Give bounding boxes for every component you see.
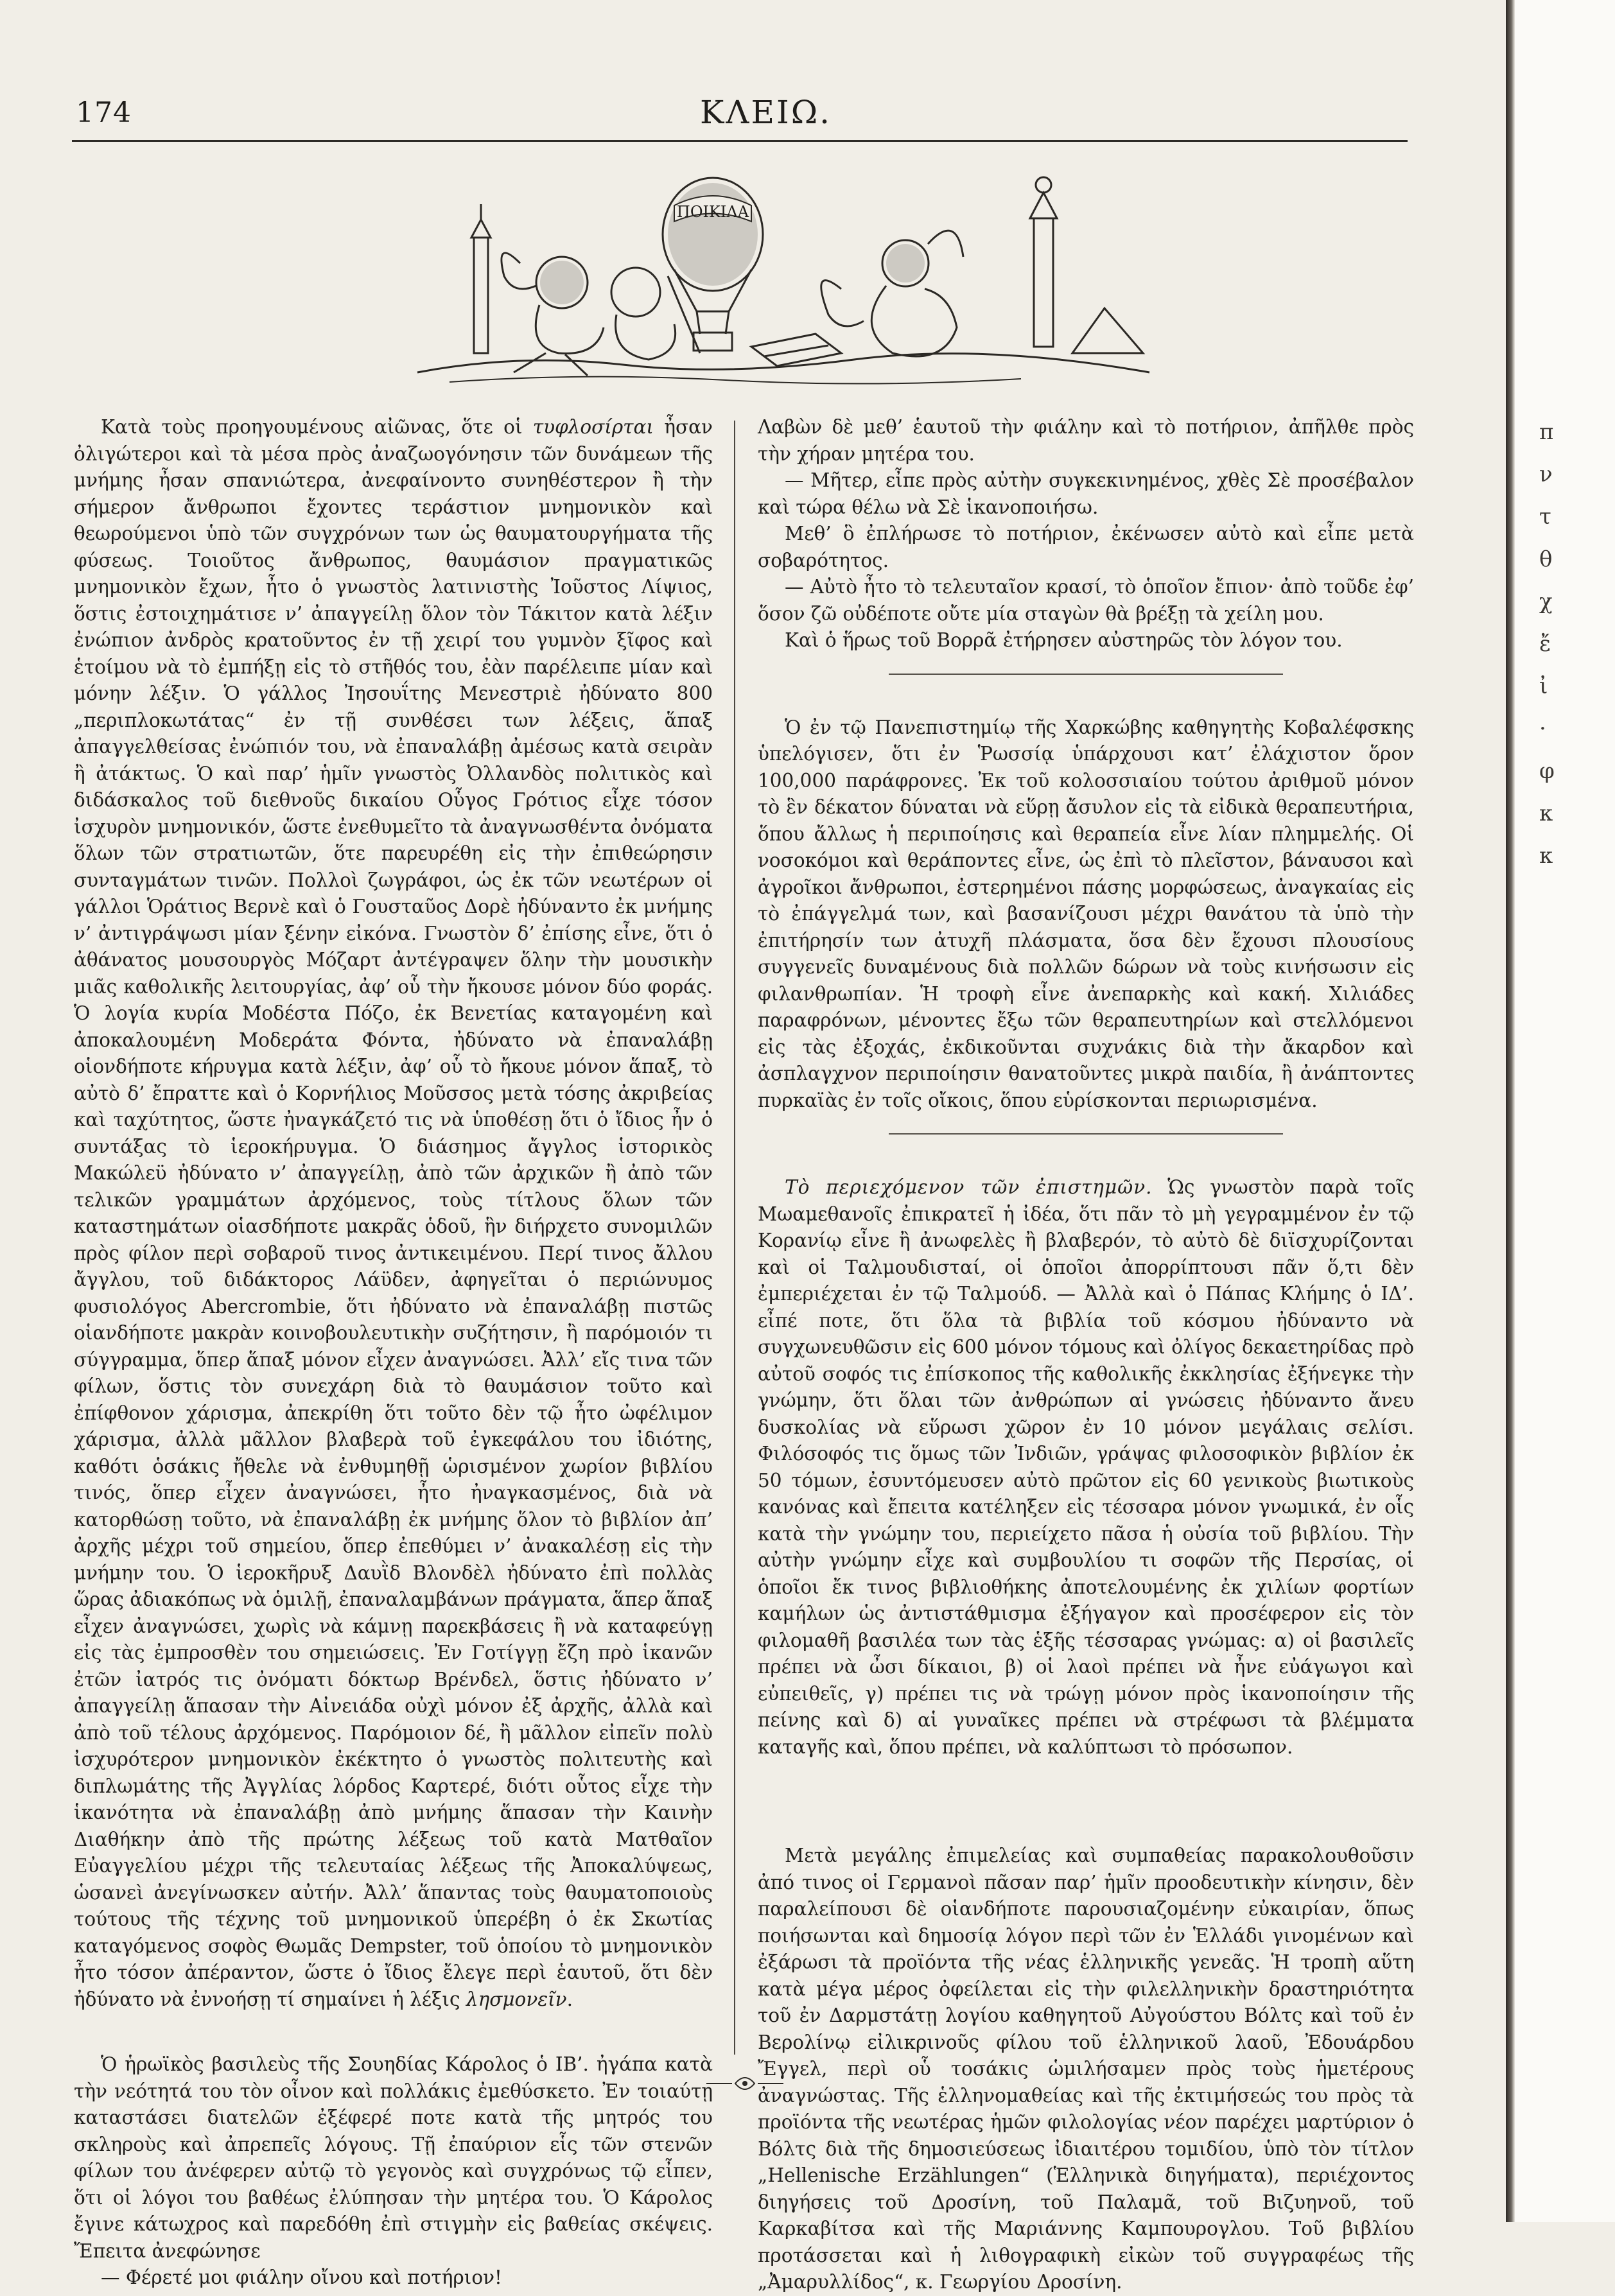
adjacent-page-letters: π ν τ θ χ ἔ ἰ · φ κ κ [1539,419,1555,869]
german-philhellenes-paragraph: Μετὰ μεγάλης ἐπιμελείας καὶ συμπαθείας παρακολουθοῦσιν ἀπό τινος οἱ Γερμανοὶ πᾶσαν παρ’ ἡμῖν προοδευτικὴν κίνησιν, δὲν παραλείπουσι δὲ οἱανδήποτε παρουσιαζομένην εὐκαιρίαν, ὅπως ποιήσωνται καὶ δημοσίᾳ λόγον περὶ τῶν ἐν Ἑλλάδι γινομένων καὶ ἐξάρωσι τὰ προϊόντα τῆς νέας ἑλληνικῆς γενεᾶς. Ἡ τροπὴ αὕτη κατὰ μέγα μέρος ὀφείλεται εἰς τὴν φιλελληνικὴν δραστηριότητα τοῦ ἐν Δαρμστάτῃ λογίου καθηγητοῦ Αὐγούστου Βόλτς καὶ τοῦ ἐν Βερολίνῳ εἰλικρινοῦς φίλου τοῦ ἑλληνικοῦ λαοῦ, Ἐδουάρδου Ἔγγελ, περὶ οὗ τοσάκις ὡμιλήσαμεν πρὸς τοὺς ἡμετέρους ἀναγνώστας. Τῆς ἑλληνομαθείας καὶ τῆς ἐκτιμήσεώς του πρὸς τὰ προϊόντα τῆς νεωτέρας ἡμῶν φιλολογίας νέον παρέχει μαρτύριον ὁ Βόλτς διὰ τῆς δημοσιεύσεως ἰδιαιτέρου τομιδίου, ὑπὸ τὸν τίτλον „Hellenische Erzählungen“ (Ἑλληνικὰ διηγήματα), περιέχοντος διηγήσεις τοῦ Δροσίνη, τοῦ Παλαμᾶ, τοῦ Βιζυηνοῦ, τοῦ Καρκαβίτσα καὶ τῆς Μαριάννης Καμπουρογλου. Τοῦ βιβλίου προτάσσεται καὶ ἡ λιθογραφικὴ εἰκὼν τοῦ συγγραφέως τῆς „Ἀμαρυλλίδος“, κ. Γεωργίου Δροσίνη. [758,1845,1414,2293]
column-divider [734,421,735,2055]
charles-xii-narration: Μεθ’ ὃ ἐπλήρωσε τὸ ποτήριον, ἐκένωσεν αὐτὸ καὶ εἶπε μετὰ σοβαρότητος. [758,523,1414,571]
page-number: 174 [76,96,132,129]
charles-xii-continuation: Λαβὼν δὲ μεθ’ ἑαυτοῦ τὴν φιάλην καὶ τὸ ποτήριον, ἀπῆλθε πρὸς τὴν χήραν μητέρα του. [758,416,1414,465]
text-run: Ὡς γνωστὸν παρὰ τοῖς Μωαμεθανοῖς ἐπικρατεῖ ἡ ἰδέα, ὅτι πᾶν τὸ μὴ γεγραμμένον ἐν τῷ Κορανίῳ εἶνε ἢ ἀνωφελὲς ἢ βλαβερόν, τὸ αὐτὸ δὲ διϊσχυρίζονται καὶ οἱ Ταλμουδισταί, οἱ ὁποῖοι ἀπορρίπτουσι πᾶν ὅ,τι δὲν ἐμπεριέχεται ἐν τῷ Ταλμούδ. — Ἀλλὰ καὶ ὁ Πάπας Κλήμης ὁ ΙΔ’. εἶπέ ποτε, ὅτι ὅλα τὰ βιβλία τοῦ κόσμου ἠδύναντο νὰ συγχωνευθῶσιν εἰς 600 μόνον τόμους καὶ ὀλίγος δεκαετηρίδας πρὸ αὐτοῦ σοφός τις ἐπίσκοπος τῆς καθολικῆς ἐκκλησίας ἐξήνεγκε τὴν γνώμην, ὅτι ὅλαι τῶν ἀνθρώπων αἱ γνώσεις ἠδύναντο ἄνευ δυσκολίας νὰ εὕρωσι χῶρον ἐν 10 μόνον μεγάλαις σελίσι. Φιλόσοφός τις ὅμως τῶν Ἰνδιῶν, γράψας φιλοσοφικὸν βιβλίον ἐκ 50 τόμων, ἐσυντόμευσεν αὐτὸ πρῶτον εἰς 60 γενικοὺς βιωτικοὺς κανόνας καὶ ἔπειτα κατέληξεν εἰς τέσσαρα μόνον γνωμικά, ἐν οἷς κατὰ τὴν γνώμην του, περιείχετο πᾶσα ἡ οὐσία τοῦ βιβλίου. Τὴν αὐτὴν γνώμην εἶχε καὶ συμβουλίου τι σοφῶν τῆς Περσίας, οἱ ὁποῖοι ἔκ τινος βιβλιοθήκης ἀποτελουμένης ἐκ χιλίων φορτίων καμήλων ὡς ἀντιστάθμισμα ἐξήγαγον καὶ προσέφερον εἰς τὸν φιλομαθῆ βασιλέα των τὰς ἑξῆς τέσσαρας γνώμας: α) οἱ βασιλεῖς πρέπει νὰ ὦσι δίκαιοι, β) οἱ λαοὶ πρέπει νὰ ἦνε εὐάγωγοι καὶ εὐπειθεῖς, γ) πρέπει τις νὰ τρώγῃ μόνον πρὸς ἱκανοποίησιν τῆς πείνης καὶ δ) αἱ γυναῖκες πρέπει νὰ στρέφωσι τὰ βλέμματα καταγῆς καὶ, ὅπου πρέπει, νὰ καλύπτωσι τὸ πρόσωπον. [758,1176,1414,1758]
memory-article-paragraph [74,414,713,2013]
sciences-content-paragraph [758,1174,1414,1761]
section-separator [889,674,1282,675]
italic-term: λησμονεῖν [466,1988,567,2010]
italic-term: τυφλοσίρται [532,416,654,438]
charles-xii-paragraph: Ὁ ἡρωϊκὸς βασιλεὺς τῆς Σουηδίας Κάρολος ὁ ΙΒ’. ἠγάπα κατὰ τὴν νεότητά του τὸν οἶνον καὶ πολλάκις ἐμεθύσκετο. Ἐν τοιαύτῃ καταστάσει διατελῶν ἐξέφερέ ποτε κατὰ τῆς μητρός του σκληροὺς καὶ ἀπρεπεῖς λόγους. Τῇ ἐπαύριον εἷς τῶν στενῶν φίλων του ἀνέφερεν αὐτῷ τὸ γεγονὸς καὶ συγχρόνως τῷ εἶπεν, ὅτι οἱ λόγοι του βαθέως ἐλύπησαν τὴν μητέρα του. Ὁ Κάρολος ἔγινε κάτωχρος καὶ παρεδόθη ἐπὶ στιγμὴν εἰς βαθείας σκέψεις. Ἔπειτα ἀνεφώνησε [74,2053,713,2262]
section-separator [889,1133,1282,1135]
left-text-column [74,414,713,2292]
charles-xii-quote: — Φέρετέ μοι φιάλην οἴνου καὶ ποτήριον! [101,2266,502,2288]
balloon-label: ΠΟΙΚΙΛΑ [676,203,749,221]
text-run: . [566,1988,573,2010]
header-rule [72,140,1408,142]
charles-xii-dialogue: — Αὐτὸ ἦτο τὸ τελευταῖον κρασί, τὸ ὁποῖον ἔπιον· ἀπὸ τοῦδε ἐφ’ ὅσον ζῶ οὐδέποτε οὔτε μία σταγὼν θὰ βρέξῃ τὰ χείλη μου. [758,576,1414,625]
section-title: Τὸ περιεχόμενον τῶν ἐπιστημῶν. [785,1176,1153,1198]
charles-xii-ending: Καὶ ὁ ἥρως τοῦ Βορρᾶ ἐτήρησεν αὐστηρῶς τὸν λόγον του. [785,629,1343,651]
closing-ornament [706,2071,783,2096]
poikila-vignette-illustration [392,161,1175,398]
text-run: Κατὰ τοὺς προηγουμένους αἰῶνας, ὅτε οἱ [101,416,533,438]
charles-xii-dialogue: — Μῆτερ, εἶπε πρὸς αὐτὴν συγκεκινημένος, χθὲς Σὲ προσέβαλον καὶ τώρα θέλω νὰ Σὲ ἱκανοποιήσω. [758,469,1414,518]
journal-title: ΚΛΕΙΩ. [700,94,832,131]
adjacent-page-edge [1506,0,1615,2222]
right-text-column [758,414,1414,2296]
kharkov-asylum-paragraph: Ὁ ἐν τῷ Πανεπιστημίῳ τῆς Χαρκώβης καθηγητὴς Κοβαλέφσκης ὑπελόγισεν, ὅτι ἐν Ῥωσσίᾳ ὑπάρχουσι κατ’ ἐλάχιστον ὅρον 100,000 παράφρονες. Ἐκ τοῦ κολοσσιαίου τούτου ἀριθμοῦ μόνον τὸ ἓν δέκατον δύναται νὰ εὕρῃ ἄσυλον εἰς τὰ εἰδικὰ θεραπευτήρια, ὅπου ἄλλως ἡ περιποίησις καὶ θεραπεία εἶνε λίαν πλημμελής. Οἱ νοσοκόμοι καὶ θεράποντες εἶνε, ὡς ἐπὶ τὸ πλεῖστον, βάναυσοι καὶ ἀγροῖκοι ἄνθρωποι, ἐστερημένοι πάσης μορφώσεως, ἀναγκαίας εἰς τὸ ἐπάγγελμά των, καὶ βασανίζουσι μέχρι θανάτου τὰ ὑπὸ τὴν ἐπιτήρησίν των ἀτυχῆ πλάσματα, ὅσα δὲν ἔχουσι πλουσίους συγγενεῖς δυναμένους διὰ πολλῶν δώρων νὰ τοὺς κινήσωσιν εἰς φιλανθρωπίαν. Ἡ τροφὴ εἶνε ἀνεπαρκὴς καὶ κακή. Χιλιάδες παραφρόνων, μένοντες ἔξω τῶν θεραπευτηρίων καὶ στελλόμενοι εἰς τὰς ἐξοχάς, ἐκδικοῦνται συχνάκις διὰ τὴν ἄκαρδον καὶ ἀσπλαγχνον περιποίησιν θανατοῦντες μικρὰ παιδία, ἢ ἀνάπτοντες πυρκαϊὰς ἐν τοῖς οἴκοις, ὅπου εὑρίσκονται περιωρισμένα. [758,716,1414,1111]
text-run: ἦσαν ὀλιγώτεροι καὶ τὰ μέσα πρὸς ἀναζωογόνησιν τῶν δυνάμεων τῆς μνήμης ἦσαν σπανιώτερα, ἀνεφαίνοντο συνηθέστερον ἢ τὴν σήμερον ἄνθρωποι ἔχοντες τεράστιον μνημονικὸν καὶ θεωρούμενοι ὑπὸ τῶν συγχρόνων των ὡς θαυματουργήματα τῆς φύσεως. Τοιοῦτος ἄνθρωπος, θαυμάσιον πραγματικῶς μνημονικὸν ἔχων, ἦτο ὁ γνωστὸς λατινιστὴς Ἰοῦστος Λίψιος, ὅστις ἐστοιχημάτισε ν’ ἀπαγγείλῃ ὅλον τὸν Τάκιτον κατὰ λέξιν ἐνώπιον ἀνδρὸς κρατοῦντος ἐν τῇ χειρί του γυμνὸν ξῖφος καὶ ἑτοίμου νὰ τὸ ἐμπήξῃ εἰς τὸ στῆθός του, ἐὰν παρέλειπε μίαν καὶ μόνην λέξιν. Ὁ γάλλος Ἰησουΐτης Μενεστριὲ ἠδύνατο 800 „περιπλοκωτάτας“ ἐν τῇ συνθέσει των λέξεις, ἅπαξ ἀπαγγελθείσας ἐνώπιόν του, νὰ ἐπαναλάβῃ ἀμέσως κατὰ σειρὰν ἢ ἀτάκτως. Ὁ καὶ παρ’ ἡμῖν γνωστὸς Ὀλλανδὸς πολιτικὸς καὶ διδάσκαλος τοῦ διεθνοῦς δικαίου Οὗγος Γρότιος εἶχε τόσον ἰσχυρὸν μνημονικόν, ὥστε ἐνεθυμεῖτο τὰ ἀναγνωσθέντα ὀνόματα ὅλων τῶν στρατιωτῶν, ὅτε παρευρέθη εἰς τὴν ἐπιθεώρησιν συνταγμάτων τινῶν. Πολλοὶ ζωγράφοι, ὡς ἐκ τῶν νεωτέρων οἱ γάλλοι Ὁράτιος Βερνὲ καὶ ὁ Γουσταῦος Δορὲ ἠδύναντο ἐκ μνήμης ν’ ἀντιγράψωσι μίαν ξένην εἰκόνα. Γνωστὸν δ’ ἐπίσης εἶνε, ὅτι ὁ ἀθάνατος μουσουργὸς Μόζαρτ ἀντέγραψεν ὅλην τὴν μουσικὴν μιᾶς καθολικῆς λειτουργίας, ἀφ’ οὗ τὴν ἤκουσε μόνον δύο φοράς. Ὁ λογία κυρία Μοδέστα Πόζο, ἐκ Βενετίας καταγομένη καὶ ἀποκαλουμένη Μοδεράτα Φόντα, ἠδύνατο νὰ ἐπαναλάβῃ οἱονδήποτε κήρυγμα κατὰ λέξιν, ἀφ’ οὗ τὸ ἤκουε μόνον ἅπαξ, τὸ αὐτὸ δ’ ἔπραττε καὶ ὁ Κορνήλιος Μοῦσσος μετὰ τόσης ἀκριβείας καὶ ταχύτητος, ὥστε ἠναγκάζετό τις νὰ ὑποθέσῃ ὅτι ὁ ἴδιος ἦν ὁ συντάξας τὸ ἱεροκήρυγμα. Ὁ διάσημος ἄγγλος ἱστορικὸς Μακώλεϋ ἠδύνατο ν’ ἀπαγγείλῃ, ἀπὸ τῶν ἀρχικῶν ἢ ἀπὸ τῶν τελικῶν γραμμάτων ἀρχόμενος, τοὺς τίτλους ὅλων τῶν καταστημάτων οἱασδήποτε μακρᾶς ὁδοῦ, ἣν διήρχετο συνομιλῶν πρὸς φίλον περὶ σοβαροῦ τινος ἀντικειμένου. Περί τινος ἄλλου ἄγγλου, τοῦ διδάκτορος Λάϋδεν, ἀφηγεῖται ὁ περιώνυμος φυσιολόγος Abercrombie, ὅτι ἠδύνατο νὰ ἐπαναλάβῃ πιστῶς οἱανδήποτε μακρὰν κοινοβουλευτικὴν συζήτησιν, ἢ παρόμοιόν τι σύγγραμμα, ὅπερ ἅπαξ μόνον εἶχεν ἀναγνώσει. Ἀλλ’ εἴς τινα τῶν φίλων, ὅστις τὸν συνεχάρη διὰ τὸ θαυμάσιον τοῦτο καὶ ἐπίφθονον χάρισμα, ἀπεκρίθη ὅτι τοῦτο δὲν τῷ ἦτο ὠφέλιμον χάρισμα, ἀλλὰ μᾶλλον βλαβερὰ τοῦ ἐγκεφάλου του ἰδιότης, καθότι ὁσάκις ἤθελε νὰ ἐνθυμηθῇ ὡρισμένον χωρίον βιβλίου τινός, ὅπερ εἶχεν ἀναγνώσει, ἦτο ἠναγκασμένος, διὰ νὰ κατορθώσῃ τοῦτο, νὰ ἐπαναλάβῃ ἐκ μνήμης ὅλον τὸ βιβλίον ἀπ’ ἀρχῆς μέχρι τοῦ σημείου, ὅπερ ἐπεθύμει ν’ ἀνακαλέσῃ εἰς τὴν μνήμην του. Ὁ ἱεροκῆρυξ Δαυῒδ Βλονδὲλ ἠδύνατο ἐπὶ πολλὰς ὥρας ἀδιακόπως νὰ ὁμιλῇ, ἐπαναλαμβάνων πράγματα, ἅπερ ἅπαξ εἶχεν ἀναγνώσει, χωρὶς νὰ κάμνῃ παρεκβάσεις ἢ νὰ καταφεύγῃ εἰς τὰς ἐμπροσθὲν του σημειώσεις. Ἐν Γοτίγγῃ ἔζη πρὸ ἱκανῶν ἐτῶν ἰατρός τις ὀνόματι δόκτωρ Βρένδελ, ὅστις ἠδύνατο ν’ ἀπαγγείλῃ ἅπασαν τὴν Αἰνειάδα οὐχὶ μόνον ἐξ ἀρχῆς, ἀλλὰ καὶ ἀπὸ τοῦ τέλους ἀρχόμενος. Παρόμοιον δέ, ἢ μᾶλλον εἰπεῖν πολὺ ἰσχυρότερον μνημονικὸν ἐκέκτητο ὁ γνωστὸς πολιτευτὴς καὶ διπλωμάτης τῆς Ἀγγλίας λόρδος Καρτερέ, διότι οὗτος εἶχε τὴν ἱκανότητα νὰ ἐπαναλάβῃ ἀπὸ μνήμης ἅπασαν τὴν Καινὴν Διαθήκην ἀπὸ τῆς πρώτης λέξεως τοῦ κατὰ Ματθαῖον Εὐαγγελίου μέχρι τῆς τελευταίας λέξεως τῆς Ἀποκαλύψεως, ὡσανεὶ ἀνεγίνωσκεν αὐτήν. Ἀλλ’ ἅπαντας τοὺς θαυματοποιοὺς τούτους τῆς τέχνης τοῦ μνημονικοῦ ὑπερέβη ὁ ἐκ Σκωτίας καταγόμενος σοφὸς Θωμᾶς Dempster, τοῦ ὁποίου τὸ μνημονικὸν ἦτο τόσον ἀπέραντον, ὥστε ὁ ἴδιος ἔλεγε περὶ ἑαυτοῦ, ὅτι δὲν ἠδύνατο νὰ ἐννοήσῃ τί σημαίνει ἡ λέξις [74,416,713,2010]
